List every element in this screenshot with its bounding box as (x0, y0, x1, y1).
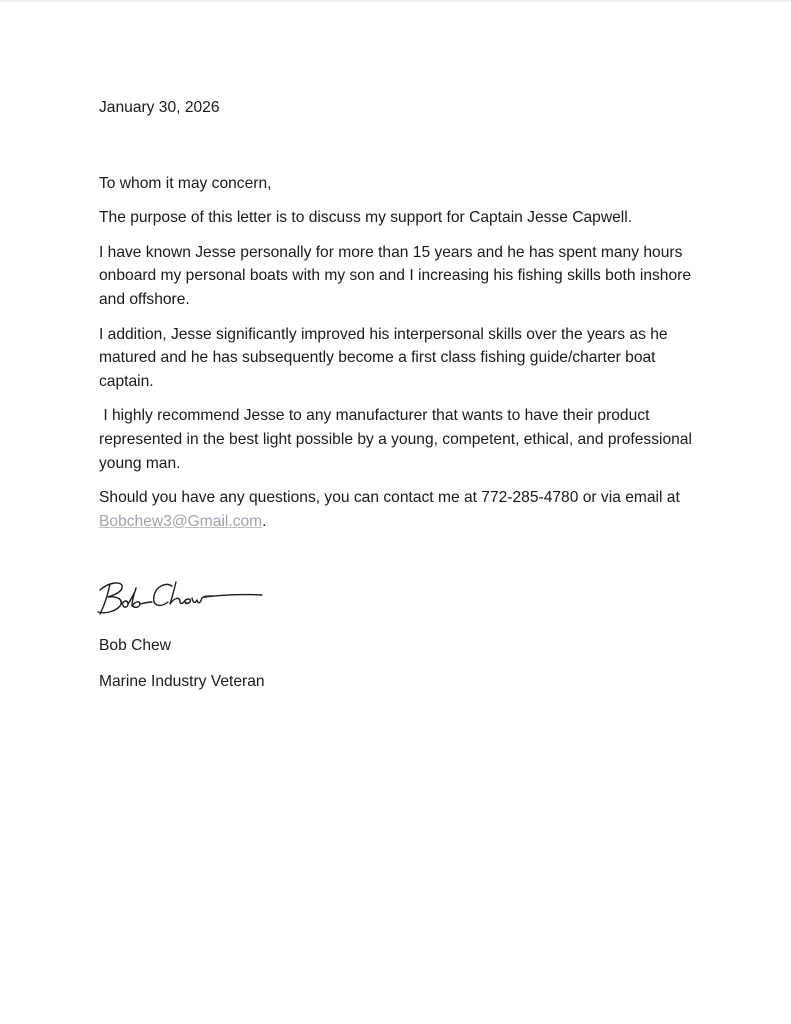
handwritten-signature (96, 576, 266, 620)
email-link[interactable]: Bobchew3@Gmail.com (99, 512, 263, 530)
paragraph-known-jesse: I have known Jesse personally for more than 15 years and he has spent many hours onboard my personal boats with my son and I increasing his fishing skills both inshore and offshore. (99, 243, 692, 308)
scan-edge (0, 0, 791, 3)
signer-name: Bob Chew (99, 637, 171, 654)
paragraph-purpose: The purpose of this letter is to discuss my support for Captain Jesse Capwell. (99, 209, 633, 227)
signer-title: Marine Industry Veteran (99, 673, 265, 690)
contact-text: Should you have any questions, you can contact me at 772-285-4780 or via email at (99, 489, 680, 507)
paragraph-recommendation: I highly recommend Jesse to any manufacturer that wants to have their product represented in the best light possible by a young, competent, ethical, and professional young man. (99, 407, 697, 472)
paragraph-contact (99, 486, 709, 533)
paragraph-interpersonal-skills: I addition, Jesse significantly improved his interpersonal skills over the years as he matured and he has subsequently become a first class fishing guide/charter boat captain. (99, 325, 668, 390)
letter-date: January 30, 2026 (99, 99, 220, 116)
salutation: To whom it may concern, (99, 174, 272, 192)
contact-period: . (262, 512, 267, 530)
letter-body (99, 96, 709, 544)
